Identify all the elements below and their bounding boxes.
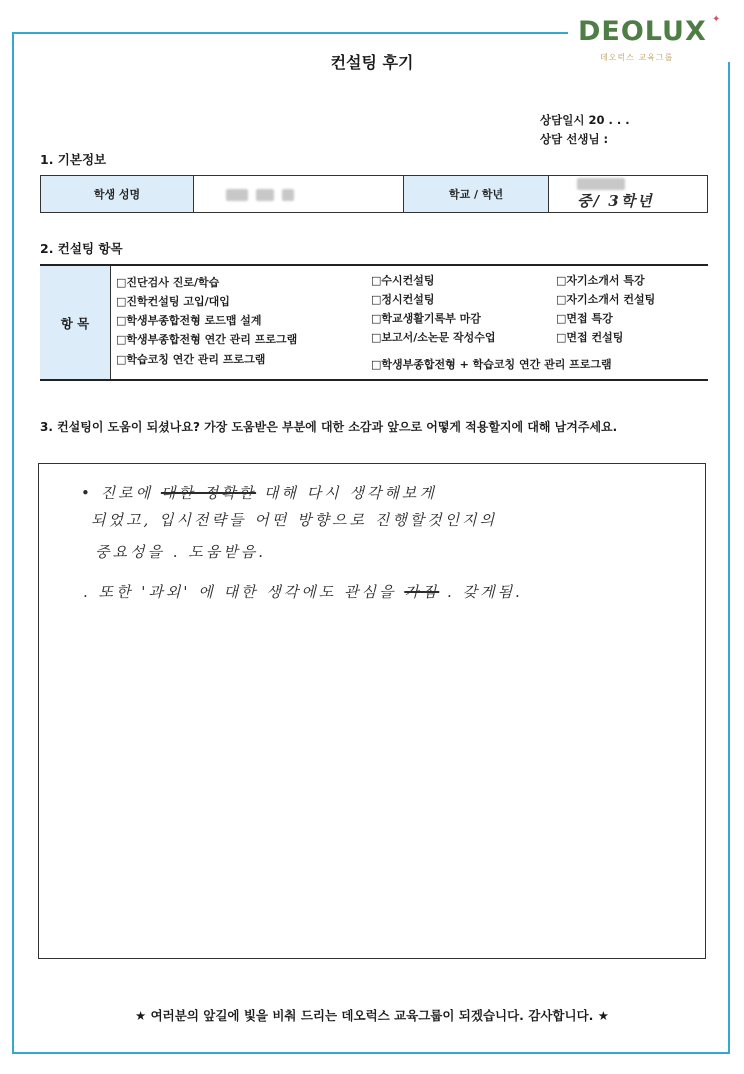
item-checkbox[interactable]: □자기소개서 특강: [556, 274, 645, 287]
items-header: 항 목: [40, 266, 111, 379]
item-checkbox[interactable]: □진학컨설팅 고입/대입: [116, 295, 230, 308]
item-checkbox[interactable]: □학생부종합전형 로드맵 설계: [116, 314, 262, 327]
consult-date: 상담일시 20 . . .: [540, 113, 630, 127]
consulting-items-table: [40, 264, 708, 381]
item-checkbox[interactable]: □학습코칭 연간 관리 프로그램: [116, 353, 266, 366]
item-checkbox[interactable]: □학교생활기록부 마감: [371, 312, 481, 325]
handwriting-text: . 또한 '과외' 에 대한 생각에도 관심을: [83, 583, 397, 601]
page-title: 컨설팅 후기: [330, 53, 414, 72]
basic-info-table: [40, 175, 708, 213]
handwriting-strikethrough: 대한 정확한: [160, 484, 257, 502]
consult-teacher: 상담 선생님 :: [540, 132, 609, 146]
logo-brand: DEOLUX: [578, 16, 707, 47]
section-items-heading: 2. 컨설팅 항목: [40, 241, 123, 256]
item-checkbox[interactable]: □면접 특강: [556, 312, 613, 325]
logo-star-icon: ✦: [712, 14, 721, 25]
item-checkbox[interactable]: □학생부종합전형 연간 관리 프로그램: [116, 333, 298, 346]
redacted-school: [577, 178, 625, 190]
handwriting-line-3: 중요성을 . 도움받음.: [95, 543, 266, 561]
handwriting-line-2: 되었고, 입시전략들 어떤 방향으로 진행할것인지의: [91, 511, 498, 529]
handwriting-line-1: [81, 482, 437, 503]
section-feedback-question: 3. 컨설팅이 도움이 되셨나요? 가장 도움받은 부분에 대한 소감과 앞으로 어떻게 적용할지에 대해 남겨주세요.: [40, 420, 618, 434]
handwriting-text: . 갖게됨.: [447, 583, 523, 601]
item-checkbox[interactable]: □정시컨설팅: [371, 293, 435, 306]
feedback-answer-box[interactable]: [38, 463, 706, 959]
student-name-value: [194, 176, 404, 213]
item-checkbox[interactable]: □수시컨설팅: [371, 274, 435, 287]
item-checkbox[interactable]: □학생부종합전형 + 학습코칭 연간 관리 프로그램: [371, 358, 612, 371]
item-checkbox[interactable]: □진단검사 진로/학습: [116, 276, 220, 289]
school-grade-value: [549, 176, 708, 213]
school-grade-handwriting: 중/ 3학년: [577, 192, 654, 210]
section-basic-heading: 1. 기본정보: [40, 152, 107, 167]
item-checkbox[interactable]: □자기소개서 컨설팅: [556, 293, 656, 306]
school-grade-label: 학교 / 학년: [404, 176, 549, 213]
student-name-label: 학생 성명: [41, 176, 194, 213]
handwriting-strikethrough: 가짐: [404, 583, 440, 601]
footer-message: ★ 여러분의 앞길에 빛을 비춰 드리는 데오럭스 교육그룹이 되겠습니다. 감사합니다. ★: [135, 1008, 609, 1023]
handwriting-line-4: [83, 581, 523, 602]
redacted-name-2: [256, 189, 274, 201]
redacted-name-1: [226, 189, 248, 201]
redacted-name-3: [282, 189, 294, 201]
handwriting-text: • 진로에: [81, 484, 154, 502]
logo-subtitle: 데오럭스 교육그룹: [600, 53, 674, 62]
handwriting-text: 대해 다시 생각해보게: [263, 484, 437, 502]
item-checkbox[interactable]: □보고서/소논문 작성수업: [371, 331, 496, 344]
item-checkbox[interactable]: □면접 컨설팅: [556, 331, 624, 344]
